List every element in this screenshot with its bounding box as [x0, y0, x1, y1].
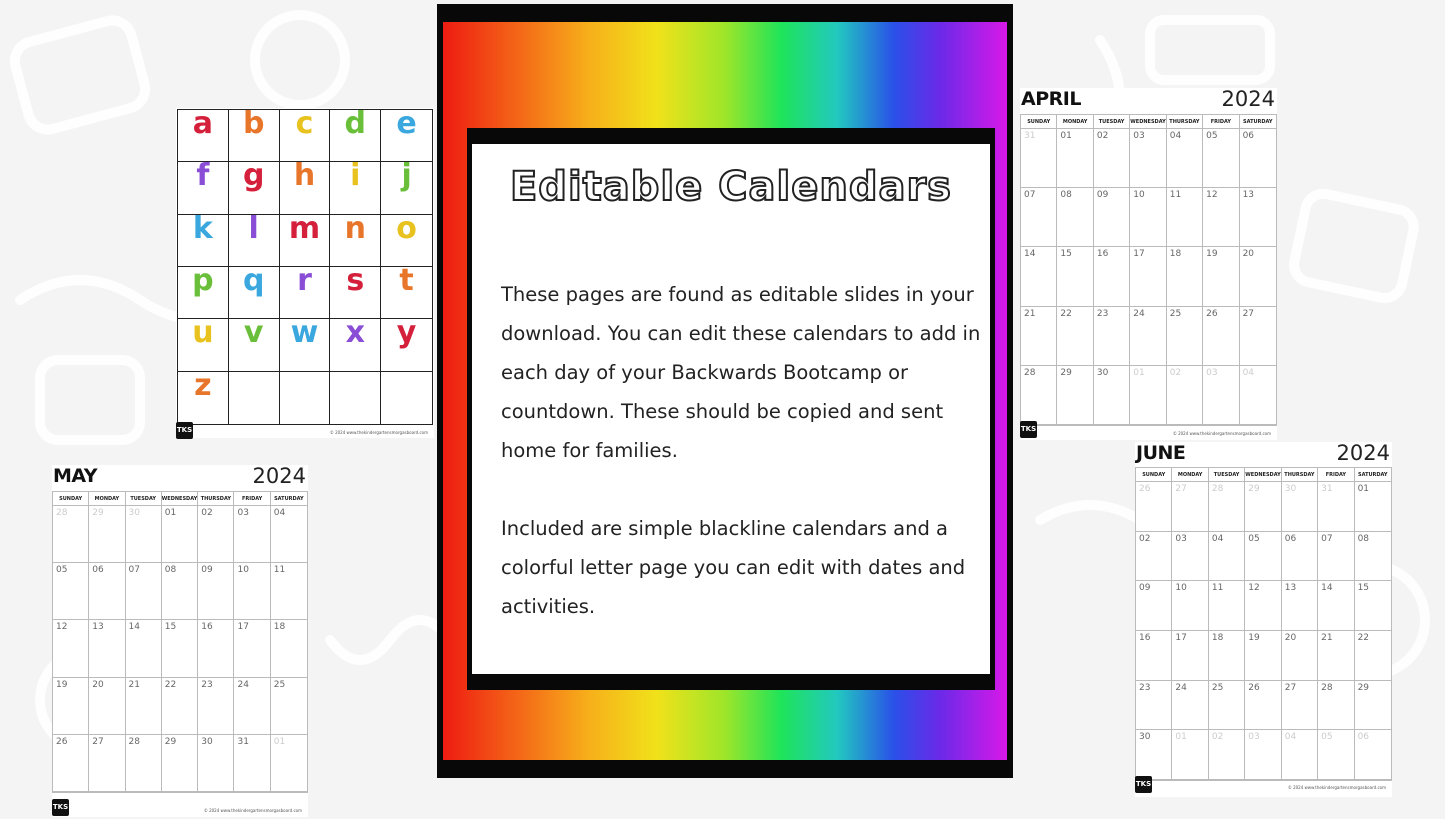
calendar-grid	[1020, 114, 1277, 426]
letter-cell	[330, 372, 381, 424]
day-cell[interactable]: 15	[1355, 581, 1391, 631]
calendar-footer: © 2024 www.thekindergartensmorgasboard.com	[1172, 431, 1271, 436]
weekday-header: FRIDAY	[1203, 115, 1239, 129]
day-cell[interactable]: 28	[53, 506, 89, 563]
day-cell[interactable]: 17	[1172, 631, 1208, 681]
day-cell[interactable]: 12	[53, 620, 89, 677]
letter-cell	[280, 158, 331, 214]
weekday-header: MONDAY	[1172, 468, 1208, 482]
editable-calendars-poster	[437, 4, 1013, 778]
day-cell[interactable]: 07	[126, 563, 162, 620]
day-cell[interactable]: 20	[89, 678, 125, 735]
day-cell[interactable]: 08	[1355, 532, 1391, 582]
letter-cell	[381, 106, 432, 162]
tks-logo: TKS	[52, 799, 69, 816]
poster-title: Editable Calendars	[509, 164, 952, 210]
weekday-header: MONDAY	[1057, 115, 1093, 129]
day-cell[interactable]: 20	[1282, 631, 1318, 681]
day-cell[interactable]: 30	[198, 735, 234, 792]
weekday-header: FRIDAY	[1318, 468, 1354, 482]
letter-glyph: j	[401, 158, 412, 194]
weekday-header: TUESDAY	[1094, 115, 1130, 129]
day-cell[interactable]: 04	[1167, 129, 1203, 188]
letter-glyph: b	[242, 106, 265, 141]
letter-cell	[280, 262, 331, 319]
calendar-may	[52, 465, 308, 817]
day-cell[interactable]: 23	[1094, 307, 1130, 366]
letter-cell	[280, 315, 331, 371]
day-cell[interactable]: 30	[1282, 482, 1318, 532]
letter-grid	[177, 106, 433, 425]
day-cell[interactable]: 20	[1240, 247, 1276, 306]
month-title: JUNE	[1136, 442, 1186, 464]
day-cell[interactable]: 06	[1240, 129, 1276, 188]
letter-cell	[229, 372, 280, 424]
letter-glyph: v	[243, 315, 264, 351]
day-cell[interactable]: 09	[1094, 188, 1130, 247]
day-cell[interactable]: 01	[1355, 482, 1391, 532]
day-cell[interactable]: 14	[1318, 581, 1354, 631]
day-cell[interactable]: 05	[1203, 129, 1239, 188]
letter-cell	[178, 106, 229, 162]
day-cell[interactable]: 21	[1318, 631, 1354, 681]
day-cell[interactable]: 09	[1136, 581, 1172, 631]
day-cell[interactable]: 08	[1057, 188, 1093, 247]
letter-cell	[381, 262, 432, 319]
day-cell[interactable]: 27	[1282, 681, 1318, 731]
weekday-header: SATURDAY	[1355, 468, 1391, 482]
day-cell[interactable]: 21	[126, 678, 162, 735]
day-cell[interactable]: 29	[1057, 366, 1093, 425]
day-cell[interactable]: 12	[1203, 188, 1239, 247]
day-cell[interactable]: 28	[126, 735, 162, 792]
tks-logo: TKS	[176, 422, 193, 439]
day-cell[interactable]: 27	[89, 735, 125, 792]
letter-cell	[178, 262, 229, 319]
weekday-header: SATURDAY	[271, 492, 307, 506]
day-cell[interactable]: 29	[89, 506, 125, 563]
letter-cell	[330, 210, 381, 267]
day-cell[interactable]: 14	[1021, 247, 1057, 306]
day-cell[interactable]: 31	[234, 735, 270, 792]
day-cell[interactable]: 25	[271, 678, 307, 735]
letter-page-footer: © 2024 www.thekindergartensmorgasboard.com	[329, 430, 428, 435]
weekday-header: WEDNESDAY	[1130, 115, 1166, 129]
letter-glyph: f	[196, 158, 210, 194]
day-cell[interactable]: 16	[1094, 247, 1130, 306]
day-cell[interactable]: 29	[1355, 681, 1391, 731]
day-cell[interactable]: 15	[162, 620, 198, 677]
letter-glyph: r	[297, 262, 312, 298]
weekday-header: FRIDAY	[234, 492, 270, 506]
letter-cell	[330, 262, 381, 319]
year-title: 2024	[1221, 87, 1275, 111]
day-cell[interactable]: 25	[1209, 681, 1245, 731]
letter-glyph: d	[344, 106, 367, 141]
letter-cell	[229, 315, 280, 371]
month-title: MAY	[53, 465, 98, 487]
letter-cell	[381, 158, 432, 214]
letter-glyph: w	[290, 315, 319, 351]
letter-cell	[330, 315, 381, 371]
day-cell[interactable]: 03	[1245, 730, 1281, 780]
day-cell[interactable]: 05	[1318, 730, 1354, 780]
day-cell[interactable]: 31	[1021, 129, 1057, 188]
letter-cell	[280, 372, 331, 424]
day-cell[interactable]: 02	[198, 506, 234, 563]
day-cell[interactable]: 01	[1057, 129, 1093, 188]
letter-glyph: p	[192, 262, 214, 298]
weekday-header: WEDNESDAY	[1245, 468, 1281, 482]
letter-glyph: a	[192, 106, 214, 141]
day-cell[interactable]: 04	[1282, 730, 1318, 780]
letter-cell	[178, 210, 229, 267]
day-cell[interactable]: 01	[271, 735, 307, 792]
day-cell[interactable]: 30	[1136, 730, 1172, 780]
day-cell[interactable]: 12	[1245, 581, 1281, 631]
weekday-header: WEDNESDAY	[162, 492, 198, 506]
day-cell[interactable]: 30	[1094, 366, 1130, 425]
day-cell[interactable]: 03	[1203, 366, 1239, 425]
day-cell[interactable]: 11	[1167, 188, 1203, 247]
day-cell[interactable]: 26	[1136, 482, 1172, 532]
day-cell[interactable]: 07	[1318, 532, 1354, 582]
tks-logo: TKS	[1020, 421, 1037, 438]
day-cell[interactable]: 02	[1167, 366, 1203, 425]
poster-paragraph-2: Included are simple blackline calendars and a colorful letter page you can edit with dates and activities.	[501, 517, 966, 618]
day-cell[interactable]: 29	[162, 735, 198, 792]
letter-cell	[229, 210, 280, 267]
letter-cell	[330, 106, 381, 162]
letter-glyph: t	[399, 262, 414, 298]
day-cell[interactable]: 15	[1057, 247, 1093, 306]
day-cell[interactable]: 21	[1021, 307, 1057, 366]
day-cell[interactable]: 01	[1172, 730, 1208, 780]
weekday-header: THURSDAY	[1282, 468, 1318, 482]
day-cell[interactable]: 14	[126, 620, 162, 677]
weekday-header: SUNDAY	[1136, 468, 1172, 482]
day-cell[interactable]: 19	[1203, 247, 1239, 306]
day-cell[interactable]: 27	[1172, 482, 1208, 532]
day-cell[interactable]: 24	[234, 678, 270, 735]
day-cell[interactable]: 09	[198, 563, 234, 620]
letter-cell	[229, 158, 280, 214]
day-cell[interactable]: 11	[1209, 581, 1245, 631]
letter-cell	[178, 158, 229, 214]
day-cell[interactable]: 17	[1130, 247, 1166, 306]
day-cell[interactable]: 28	[1318, 681, 1354, 731]
day-cell[interactable]: 13	[89, 620, 125, 677]
day-cell[interactable]: 30	[126, 506, 162, 563]
letter-cell	[280, 210, 331, 267]
day-cell[interactable]: 10	[1172, 581, 1208, 631]
calendar-grid	[1135, 467, 1392, 781]
weekday-header: SUNDAY	[53, 492, 89, 506]
day-cell[interactable]: 16	[198, 620, 234, 677]
year-title: 2024	[1336, 441, 1390, 465]
day-cell[interactable]: 03	[1130, 129, 1166, 188]
letter-glyph: h	[293, 158, 316, 194]
day-cell[interactable]: 05	[53, 563, 89, 620]
day-cell[interactable]: 01	[162, 506, 198, 563]
day-cell[interactable]: 05	[1245, 532, 1281, 582]
day-cell[interactable]: 26	[53, 735, 89, 792]
day-cell[interactable]: 03	[1172, 532, 1208, 582]
day-cell[interactable]: 03	[234, 506, 270, 563]
day-cell[interactable]: 25	[1167, 307, 1203, 366]
calendar-grid	[52, 491, 308, 793]
letter-cell	[381, 372, 432, 424]
letter-glyph: l	[248, 210, 259, 246]
year-title: 2024	[252, 464, 306, 488]
day-cell[interactable]: 29	[1245, 482, 1281, 532]
day-cell[interactable]: 24	[1172, 681, 1208, 731]
letter-cell	[330, 158, 381, 214]
day-cell[interactable]: 10	[1130, 188, 1166, 247]
letter-cell	[381, 210, 432, 267]
day-cell[interactable]: 02	[1136, 532, 1172, 582]
letter-cell	[229, 262, 280, 319]
letter-glyph: k	[192, 210, 213, 246]
letter-glyph: q	[242, 262, 265, 298]
day-cell[interactable]: 24	[1130, 307, 1166, 366]
day-cell[interactable]: 04	[1209, 532, 1245, 582]
month-title: APRIL	[1021, 88, 1081, 110]
text-panel	[472, 144, 990, 674]
letter-page	[176, 108, 434, 438]
weekday-header: MONDAY	[89, 492, 125, 506]
day-cell[interactable]: 23	[1136, 681, 1172, 731]
letter-glyph: c	[295, 106, 314, 141]
letter-cell	[178, 367, 229, 424]
letter-glyph: e	[396, 106, 417, 141]
day-cell[interactable]: 04	[1240, 366, 1276, 425]
day-cell[interactable]: 22	[162, 678, 198, 735]
day-cell[interactable]: 26	[1203, 307, 1239, 366]
day-cell[interactable]: 13	[1240, 188, 1276, 247]
tks-logo: TKS	[1135, 776, 1152, 793]
weekday-header: THURSDAY	[1167, 115, 1203, 129]
letter-glyph: n	[344, 210, 366, 246]
day-cell[interactable]: 01	[1130, 366, 1166, 425]
day-cell[interactable]: 17	[234, 620, 270, 677]
day-cell[interactable]: 28	[1209, 482, 1245, 532]
letter-glyph: m	[288, 210, 321, 246]
letter-glyph: o	[396, 210, 417, 246]
day-cell[interactable]: 19	[1245, 631, 1281, 681]
letter-glyph: x	[345, 315, 365, 351]
day-cell[interactable]: 04	[271, 506, 307, 563]
poster-paragraph-1: These pages are found as editable slides in your download. You can edit these calendars to add in each day of your Backwards Bootcamp or countdown. These should be copied and sent home for families.	[501, 283, 981, 462]
letter-glyph: z	[194, 367, 212, 403]
day-cell[interactable]: 06	[1282, 532, 1318, 582]
day-cell[interactable]: 18	[1209, 631, 1245, 681]
letter-cell	[229, 106, 280, 162]
day-cell[interactable]: 02	[1209, 730, 1245, 780]
day-cell[interactable]: 11	[271, 563, 307, 620]
letter-glyph: s	[346, 262, 365, 298]
day-cell[interactable]: 18	[1167, 247, 1203, 306]
day-cell[interactable]: 28	[1021, 366, 1057, 425]
calendar-footer: © 2024 www.thekindergartensmorgasboard.com	[203, 808, 302, 813]
poster-body	[501, 275, 981, 665]
letter-glyph: y	[396, 315, 417, 351]
weekday-header: SUNDAY	[1021, 115, 1057, 129]
letter-cell	[381, 315, 432, 371]
day-cell[interactable]: 13	[1282, 581, 1318, 631]
letter-glyph: i	[350, 158, 361, 194]
letter-glyph: u	[192, 315, 214, 351]
day-cell[interactable]: 27	[1240, 307, 1276, 366]
weekday-header: TUESDAY	[1209, 468, 1245, 482]
letter-cell	[178, 315, 229, 371]
day-cell[interactable]: 19	[53, 678, 89, 735]
weekday-header: SATURDAY	[1240, 115, 1276, 129]
day-cell[interactable]: 06	[1355, 730, 1391, 780]
calendar-footer: © 2024 www.thekindergartensmorgasboard.com	[1287, 785, 1386, 790]
black-frame	[467, 128, 995, 690]
day-cell[interactable]: 10	[234, 563, 270, 620]
day-cell[interactable]: 31	[1318, 482, 1354, 532]
letter-glyph: g	[242, 158, 265, 194]
day-cell[interactable]: 16	[1136, 631, 1172, 681]
day-cell[interactable]: 18	[271, 620, 307, 677]
day-cell[interactable]: 22	[1057, 307, 1093, 366]
day-cell[interactable]: 02	[1094, 129, 1130, 188]
day-cell[interactable]: 26	[1245, 681, 1281, 731]
day-cell[interactable]: 22	[1355, 631, 1391, 681]
weekday-header: THURSDAY	[198, 492, 234, 506]
rainbow-border	[443, 22, 1007, 760]
day-cell[interactable]: 07	[1021, 188, 1057, 247]
day-cell[interactable]: 08	[162, 563, 198, 620]
weekday-header: TUESDAY	[126, 492, 162, 506]
calendar-april	[1020, 88, 1277, 440]
day-cell[interactable]: 23	[198, 678, 234, 735]
calendar-june	[1135, 442, 1392, 797]
letter-cell	[280, 106, 331, 162]
day-cell[interactable]: 06	[89, 563, 125, 620]
